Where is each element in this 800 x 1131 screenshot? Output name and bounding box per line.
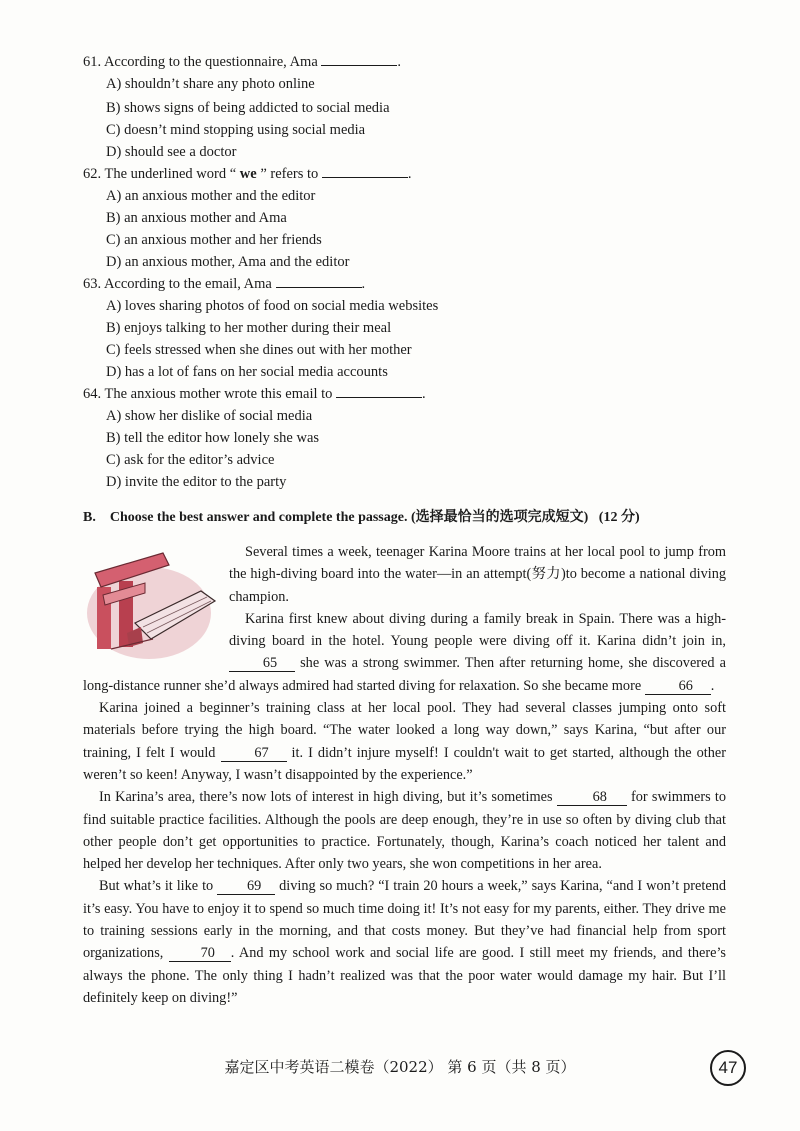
question-tail: . [397,54,402,70]
paragraph-3-text-b: it. I didn’t injure myself! I couldn't wait to get started, although the other weren’t so keen! Anyway, I wasn’t disappointed by the experience.” [83,744,727,783]
question-62 [83,165,412,183]
answer-blank [276,275,362,288]
blank-67: 67 [221,745,287,762]
paragraph-4-text-b: for swimmers to find suitable practice facilities. Although the pools are deep enough, they’re in use so often by diving club that other people don’t get opportunities to practice. Fortunately, though, Karina’s coach noticed her talent and helped her develop her techniques. After only two years, she won competitions in her area. [83,789,727,873]
cloze-passage [83,541,726,1009]
option-63-c: C) feels stressed when she dines out with her mother [106,342,412,358]
question-tail: . [422,386,426,402]
paragraph-3-text-a: Karina joined a beginner’s training class at her local pool. They had several classes jumping onto soft materials before trying the high board. “The water looked a long way down,” says Karina, “but after our training, I felt I would [83,700,726,761]
option-64-a: A) show her dislike of social media [106,408,313,424]
blank-69: 69 [217,878,275,895]
question-tail: . [361,276,366,292]
paragraph-2-text-c: . [710,677,715,694]
answer-blank [322,165,408,178]
option-62-d: D) an anxious mother, Ama and the editor [106,254,350,270]
option-62-b: B) an anxious mother and Ama [106,210,287,226]
section-b-heading [83,506,640,526]
option-64-d: D) invite the editor to the party [106,474,287,490]
answer-blank [321,53,397,66]
question-stem: 63. According to the email, Ama [83,276,272,292]
paragraph-4 [83,786,726,875]
blank-65: 65 [229,655,295,672]
underlined-word: we [239,166,257,182]
paragraph-5-text-a: But what’s it like to [99,878,214,895]
diving-board-illustration [83,543,223,665]
paragraph-5 [83,875,726,1009]
option-63-a: A) loves sharing photos of food on social media websites [106,298,439,314]
answer-blank [336,385,422,398]
question-stem: 62. The underlined word “ [83,166,240,182]
section-score: (12 分) [598,510,640,525]
option-64-c: C) ask for the editor’s advice [106,452,275,468]
paragraph-5-text-c: . And my school work and social life are good. I still meet my friends, and there’s always the phone. The only thing I hadn’t realized was that the poor water would damage my hair. But I’ll definitely keep on diving!” [83,945,726,1006]
question-61 [83,53,401,71]
paragraph-5-text-b: diving so much? “I train 20 hours a week,” says Karina, “and I won’t pretend it’s easy. You have to enjoy it to spend so much time doing it! It’s not easy for my parents, either. They drive me to training sessions early in the morning, and that costs money. But they’ve had financial help from sport organizations, [83,878,727,962]
question-stem: 61. According to the questionnaire, Ama [83,54,318,70]
paragraph-1: Several times a week, teenager Karina Moore trains at her local pool to jump from the high-diving board into the water—in an attempt(努力)to become a national diving champion. [229,544,726,605]
option-61-a: A) shouldn’t share any photo online [106,76,315,92]
option-62-a: A) an anxious mother and the editor [106,188,316,204]
paragraph-4-text-a: In Karina’s area, there’s now lots of interest in high diving, but it’s sometimes [99,789,553,806]
paragraph-2-text-a: Karina first knew about diving during a family break in Spain. There was a high-diving board in the hotel. Young people were diving off it. Karina didn’t join in, [229,610,726,650]
option-63-b: B) enjoys talking to her mother during their meal [106,320,392,336]
option-61-b: B) shows signs of being addicted to social media [106,100,390,116]
blank-68: 68 [557,789,627,806]
page-footer: 嘉定区中考英语二模卷（2022） 第 6 页（共 8 页） [224,1058,576,1076]
option-64-b: B) tell the editor how lonely she was [106,430,320,446]
question-tail: . [407,166,412,182]
option-63-d: D) has a lot of fans on her social media accounts [106,364,388,380]
blank-70: 70 [169,945,231,962]
question-stem-rest: ” refers to [256,166,319,182]
paragraph-2-text-b: she was a strong swimmer. Then after returning home, she discovered a long-distance runner she’d always admired had started diving for relaxation. So she became more [83,655,726,694]
page-number-badge: 47 [710,1050,746,1086]
paragraph-3 [83,697,726,786]
section-label: B. [83,510,96,525]
section-instruction: Choose the best answer and complete the passage. [109,510,408,525]
option-61-d: D) should see a doctor [106,144,237,160]
question-64 [83,385,426,403]
option-61-c: C) doesn’t mind stopping using social media [106,122,366,138]
option-62-c: C) an anxious mother and her friends [106,232,322,248]
blank-66: 66 [645,678,711,695]
question-stem: 64. The anxious mother wrote this email to [83,386,333,402]
question-63 [83,275,365,293]
section-instruction-cn: (选择最恰当的选项完成短文) [410,510,589,525]
